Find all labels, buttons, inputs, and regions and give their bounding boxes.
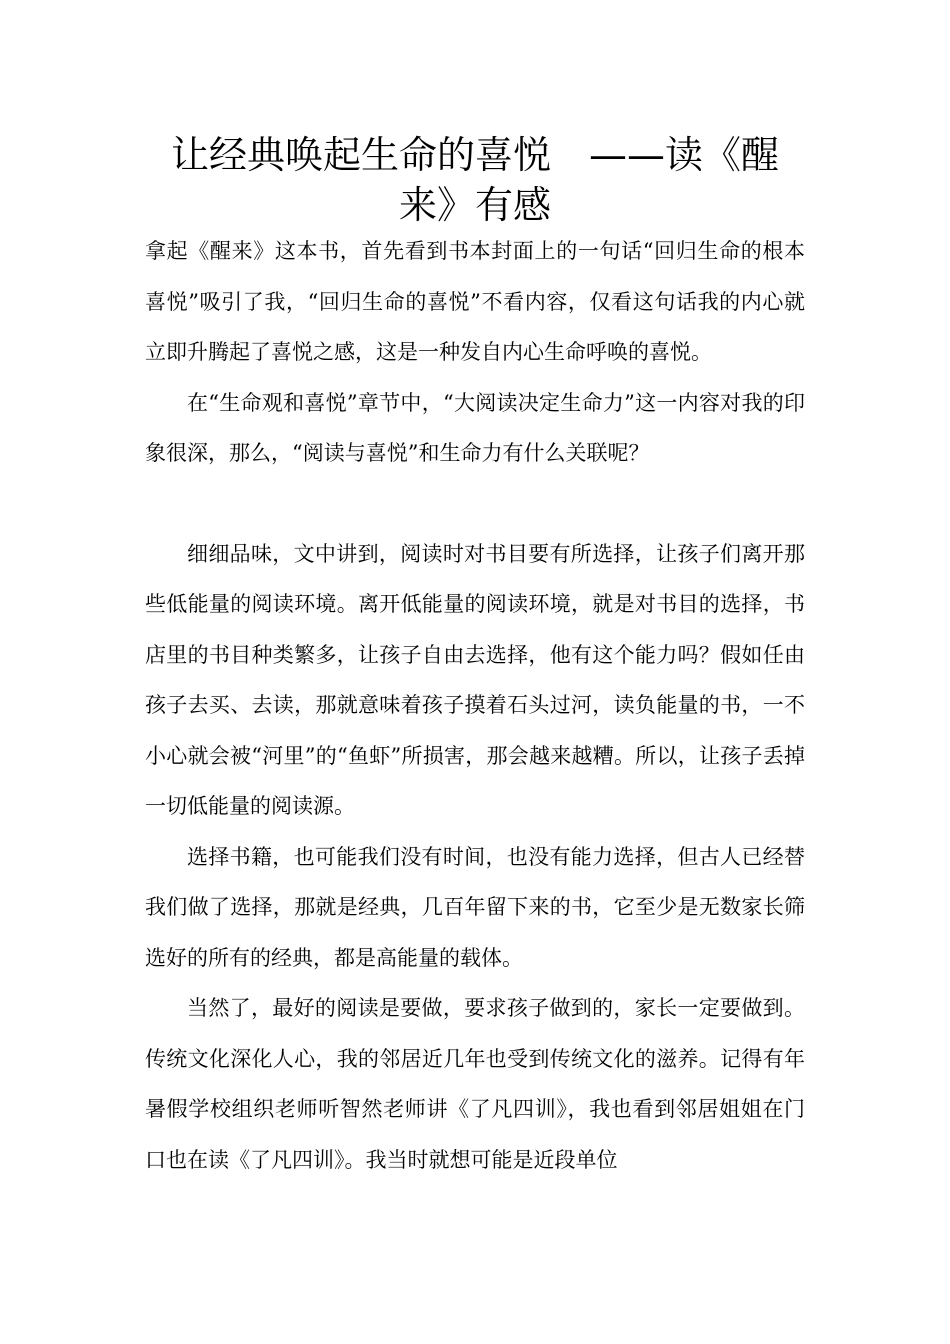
document-body (145, 226, 805, 1185)
document-title: 让经典唤起生命的喜悦 ——读《醒来》有感 (170, 133, 779, 227)
paragraph-4: 选择书籍，也可能我们没有时间，也没有能力选择，但古人已经替我们做了选择，那就是经典，几百年留下来的书，它至少是无数家长筛选好的所有的经典，都是高能量的载体。 (145, 844, 805, 970)
paragraph-5: 当然了，最好的阅读是要做，要求孩子做到的，家长一定要做到。传统文化深化人心，我的邻居近几年也受到传统文化的滋养。记得有年暑假学校组织老师听智然老师讲《了凡四训》，我也看到邻居姐姐在门口也在读《了凡四训》。我当时就想可能是近段单位 (145, 996, 805, 1172)
paragraph-3: 细细品味，文中讲到，阅读时对书目要有所选择，让孩子们离开那些低能量的阅读环境。离开低能量的阅读环境，就是对书目的选择，书店里的书目种类繁多，让孩子自由去选择，他有这个能力吗？假如任由孩子去买、去读，那就意味着孩子摸着石头过河，读负能量的书，一不小心就会被“河里”的“鱼虾”所损害，那会越来越糟。所以，让孩子丢掉一切低能量的阅读源。 (145, 541, 805, 818)
paragraph-1: 拿起《醒来》这本书，首先看到书本封面上的一句话“回归生命的根本喜悦”吸引了我，“回归生命的喜悦”不看内容，仅看这句话我的内心就立即升腾起了喜悦之感，这是一种发自内心生命呼唤的喜悦。 (145, 239, 805, 364)
paragraph-2: 在“生命观和喜悦”章节中，“大阅读决定生命力”这一内容对我的印象很深，那么，“阅读与喜悦”和生命力有什么关联呢？ (145, 390, 805, 465)
paragraph-spacer (145, 479, 805, 529)
